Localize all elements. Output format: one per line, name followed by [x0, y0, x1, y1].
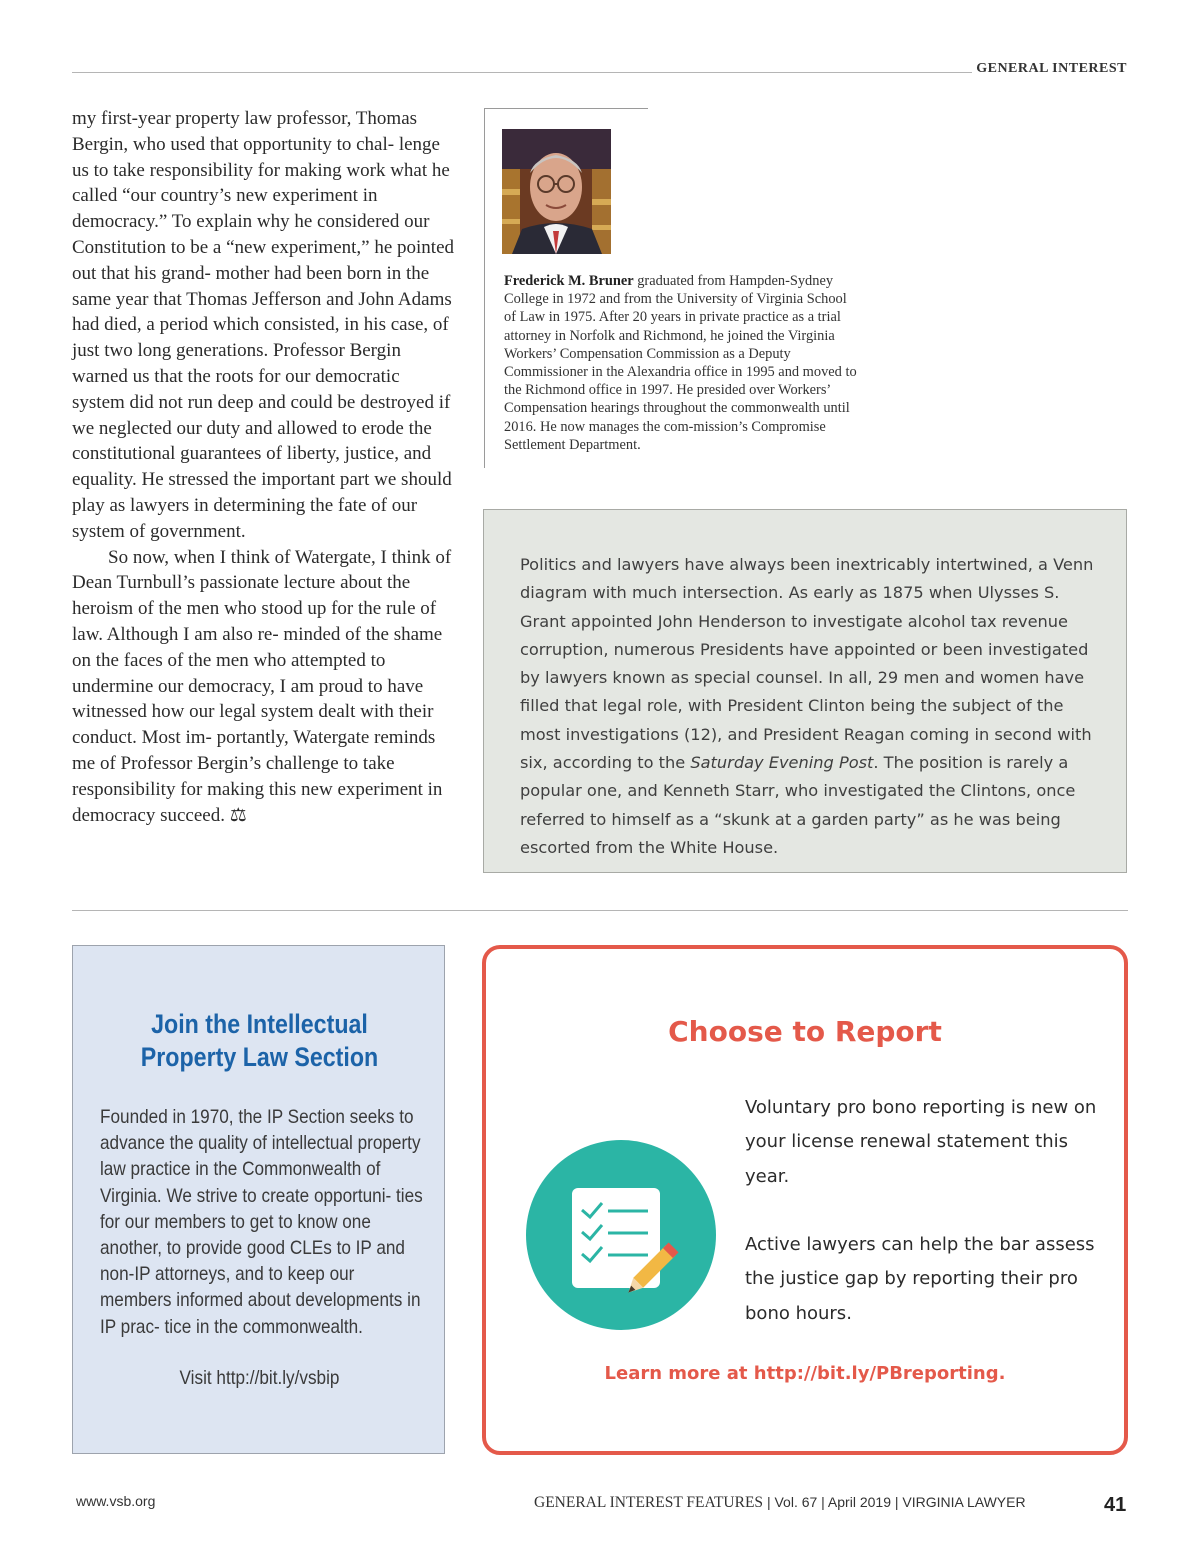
footer-publication — [534, 1494, 1026, 1512]
callout-text-part1: Politics and lawyers have always been inextricably intertwined, a Venn diagram with much intersection. As early as 1875 when Ulysses S. Grant appointed John Henderson to investigate alcohol tax revenue corruption, numerous Presidents have appointed or been investigated by lawyers known as special counsel. In all, 29 men and women have filled that legal role, with President Clinton being the subject of the most investigations (12), and President Reagan coming in second with six, according to the — [520, 555, 1094, 773]
ip-ad-link[interactable]: Visit http://bit.ly/vsbip — [179, 1367, 340, 1389]
checklist-icon — [526, 1140, 716, 1330]
ip-ad-title-line1: Join the Intellectual — [151, 1009, 368, 1039]
footer-issue: | Vol. 67 | April 2019 | VIRGINIA LAWYER — [763, 1494, 1026, 1510]
ip-section-ad — [72, 945, 445, 1454]
author-bio-text: graduated from Hampden-Sydney College in 1972 and from the University of Virginia School of Law in 1975. After 20 years in private practice as a trial attorney in Norfolk and Richmond, he joined the Virginia Workers’ Compensation Commission as a Deputy Commissioner in the Alexandria office in 1995 and moved to the Richmond office in 1997. He presided over Workers’ Compensation hearings throughout the commonwealth until 2016. He now manages the com-mission’s Compromise Settlement Department. — [504, 273, 857, 453]
callout-text-part2: . The position is rarely a popular one, and Kenneth Starr, who investigated the Clintons, once referred to himself as a “skunk at a garden party” as he was being escorted from the White House. — [520, 753, 1076, 857]
footer-website[interactable]: www.vsb.org — [76, 1493, 156, 1509]
report-ad-title: Choose to Report — [668, 1015, 942, 1048]
bio-rule-top — [484, 108, 648, 109]
ip-ad-title-line2: Property Law Section — [140, 1042, 379, 1072]
ip-ad-body: Founded in 1970, the IP Section seeks to advance the quality of intellectual property law practice in the Commonwealth of Virginia. We strive to create opportuni- ties for our members to get to know one another, to provide good CLEs to IP and non-IP attorneys, and to keep our members informed about developments in IP prac- tice in the commonwealth. — [100, 1106, 423, 1338]
top-divider — [72, 72, 972, 73]
callout-text — [520, 551, 1098, 862]
report-ad-text-1: Voluntary pro bono reporting is new on your license renewal statement this year. — [745, 1097, 1097, 1187]
bio-rule-left — [484, 108, 485, 468]
page-number: 41 — [1104, 1494, 1127, 1516]
report-ad-text-2: Active lawyers can help the bar assess the justice gap by reporting their pro bono hours. — [745, 1234, 1095, 1324]
mid-divider — [72, 910, 1128, 911]
pro-bono-report-ad — [482, 945, 1128, 1455]
footer-section: GENERAL INTEREST FEATURES — [534, 1494, 764, 1511]
callout-publication: Saturday Evening Post — [690, 753, 874, 773]
author-portrait-image — [502, 129, 611, 254]
article-paragraph-2 — [72, 545, 454, 829]
article-paragraph-2-text: So now, when I think of Watergate, I think of Dean Turnbull’s passionate lecture about the heroism of the men who stood up for the rule of law. Although I am also re- minded of the shame on the faces of the men who attempted to undermine our democracy, I am proud to have witnessed how our legal system dealt with their conduct. Most im- portantly, Watergate reminds me of Professor Bergin’s challenge to take responsibility for making this new experiment in democracy succeed. — [72, 546, 452, 826]
ip-ad-title — [99, 1008, 420, 1074]
report-ad-link[interactable]: Learn more at http://bit.ly/PBreporting. — [604, 1363, 1006, 1384]
author-portrait — [502, 129, 611, 254]
section-label: GENERAL INTEREST — [976, 61, 1127, 76]
author-name: Frederick M. Bruner — [504, 273, 634, 289]
scales-end-mark-icon: ⚖ — [229, 804, 247, 826]
special-counsel-callout — [483, 509, 1127, 873]
article-paragraph-1: my first-year property law professor, Thomas Bergin, who used that opportunity to chal- lenge us to take responsibility for making work what he called “our country’s new experiment in democracy.” To explain why he considered our Constitution to be a “new experiment,” he pointed out that his grand- mother had been born in the same year that Thomas Jefferson and John Adams had died, a period which consisted, in his case, of just two long generations. Professor Bergin warned us that the roots for our democratic system did not run deep and could be destroyed if we neglected our duty and allowed to erode the constitutional guarantees of liberty, justice, and equality. He stressed the important part we should play as lawyers in determining the fate of our system of government. — [72, 108, 455, 542]
article-column — [72, 106, 454, 828]
author-bio — [504, 272, 860, 454]
